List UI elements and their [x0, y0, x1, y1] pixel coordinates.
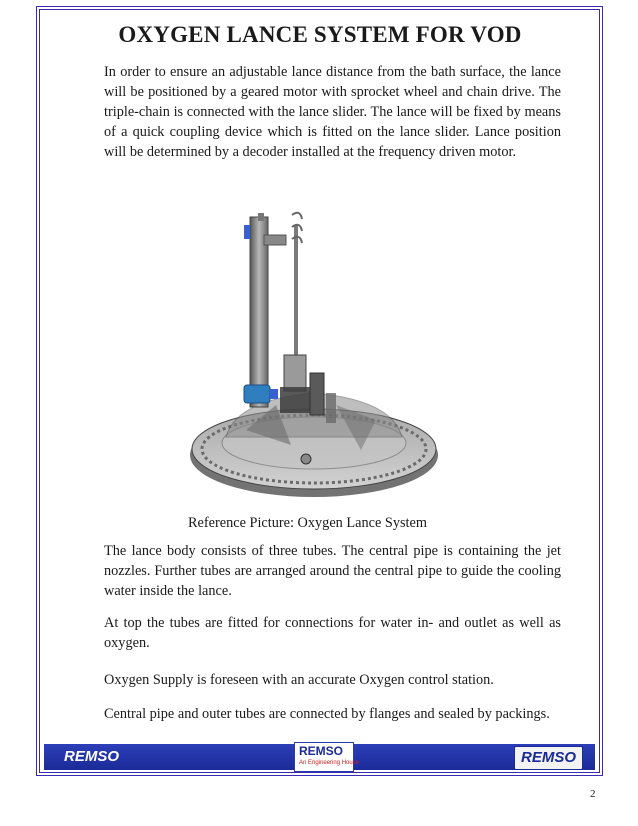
figure-caption: Reference Picture: Oxygen Lance System	[188, 515, 427, 531]
oxygen-supply-paragraph: Oxygen Supply is foreseen with an accurate Oxygen control station.	[104, 672, 494, 688]
footer-brand-right: REMSO	[514, 746, 583, 770]
footer-brand-left: REMSO	[64, 748, 120, 765]
lance-body-paragraph: The lance body consists of three tubes. The central pipe is containing the jet nozzles. Further tubes are arranged around the central pipe to guide the cooling water inside the lance.	[104, 543, 561, 599]
footer-banner	[44, 742, 595, 772]
flanges-paragraph: Central pipe and outer tubes are connected by flanges and sealed by packings.	[104, 706, 550, 722]
intro-paragraph: In order to ensure an adjustable lance distance from the bath surface, the lance will be positioned by a geared motor with sprocket wheel and chain drive. The triple-chain is connected with the lance slider. The lance will be fixed by means of a quick coupling device which is fitted on the lance slider. Lance position will be determined by a decoder installed at the frequency driven motor.	[104, 64, 561, 160]
tube-connections-paragraph: At top the tubes are fitted for connections for water in- and outlet as well as oxygen.	[104, 615, 561, 651]
logo-tagline: An Engineering House	[299, 760, 360, 766]
remso-logo	[294, 742, 360, 772]
logo-text: REMSO	[299, 744, 344, 758]
page-title: OXYGEN LANCE SYSTEM FOR VOD	[118, 22, 522, 47]
page-number: 2	[590, 788, 596, 800]
oxygen-lance-system-illustration	[186, 205, 444, 505]
